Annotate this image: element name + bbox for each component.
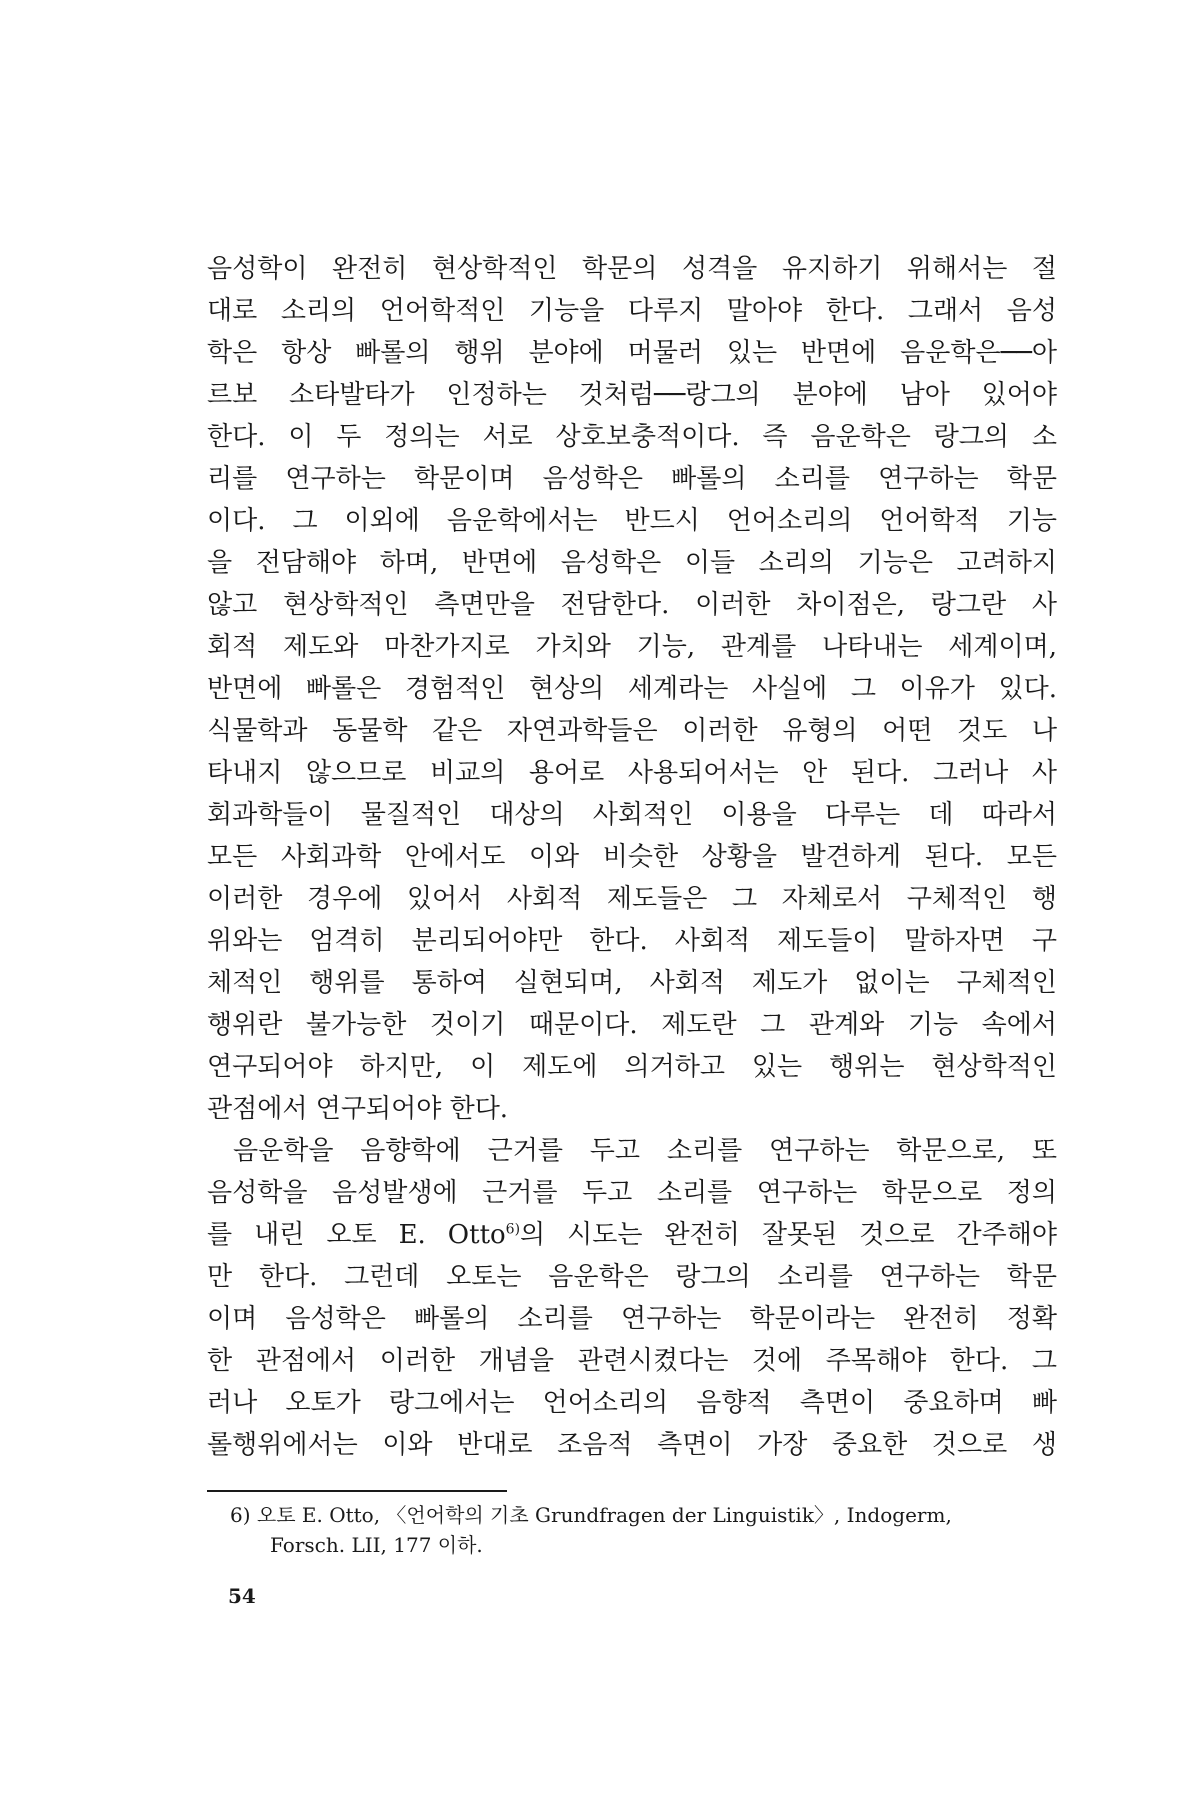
text-line: 한다. 이 두 정의는 서로 상호보충적이다. 즉 음운학은 랑그의 소 [207,422,1057,452]
footnote-line: 6) 오토 E. Otto, 〈언어학의 기초 Grundfragen der Linguistik〉, Indogerm, [230,1503,952,1527]
text-line: 롤행위에서는 이와 반대로 조음적 측면이 가장 중요한 것으로 생 [207,1430,1057,1460]
footnote-reference: 6) [505,1221,521,1238]
text-line: 대로 소리의 언어학적인 기능을 다루지 말아야 한다. 그래서 음성 [207,296,1057,326]
text-line: 이러한 경우에 있어서 사회적 제도들은 그 자체로서 구체적인 행 [207,884,1057,914]
page-number: 54 [228,1584,256,1608]
text-line: 학은 항상 빠롤의 행위 분야에 머물러 있는 반면에 음운학은──아 [207,338,1057,368]
text-segment: 의 시도는 완전히 잘못된 것으로 간주해야 [520,1220,1057,1250]
text-line: 이다. 그 이외에 음운학에서는 반드시 언어소리의 언어학적 기능 [207,506,1057,536]
text-line: 관점에서 연구되어야 한다. [207,1094,509,1124]
text-line: 만 한다. 그런데 오토는 음운학은 랑그의 소리를 연구하는 학문 [207,1262,1057,1292]
text-line: 식물학과 동물학 같은 자연과학들은 이러한 유형의 어떤 것도 나 [207,716,1057,746]
text-line: 회과학들이 물질적인 대상의 사회적인 이용을 다루는 데 따라서 [207,800,1057,830]
text-line: 연구되어야 하지만, 이 제도에 의거하고 있는 행위는 현상학적인 [207,1052,1057,1082]
text-line: 이며 음성학은 빠롤의 소리를 연구하는 학문이라는 완전히 정확 [207,1304,1057,1334]
text-line: 행위란 불가능한 것이기 때문이다. 제도란 그 관계와 기능 속에서 [207,1010,1057,1040]
footnote-divider [207,1490,507,1492]
body-text [207,248,1057,1466]
text-line: 러나 오토가 랑그에서는 언어소리의 음향적 측면이 중요하며 빠 [207,1388,1057,1418]
text-line: 타내지 않으므로 비교의 용어로 사용되어서는 안 된다. 그러나 사 [207,758,1057,788]
text-line: 한 관점에서 이러한 개념을 관련시켰다는 것에 주목해야 한다. 그 [207,1346,1057,1376]
text-line: 을 전담해야 하며, 반면에 음성학은 이들 소리의 기능은 고려하지 [207,548,1057,578]
text-line: 않고 현상학적인 측면만을 전담한다. 이러한 차이점은, 랑그란 사 [207,590,1057,620]
text-line-with-footnote-ref [207,1214,1057,1256]
text-segment: 를 내린 오토 E. Otto [207,1220,506,1250]
text-line: 위와는 엄격히 분리되어야만 한다. 사회적 제도들이 말하자면 구 [207,926,1057,956]
text-line: 체적인 행위를 통하여 실현되며, 사회적 제도가 없이는 구체적인 [207,968,1057,998]
footnotes [230,1500,1060,1560]
text-line: 리를 연구하는 학문이며 음성학은 빠롤의 소리를 연구하는 학문 [207,464,1057,494]
text-line: 모든 사회과학 안에서도 이와 비슷한 상황을 발견하게 된다. 모든 [207,842,1057,872]
text-line: 회적 제도와 마찬가지로 가치와 기능, 관계를 나타내는 세계이며, [207,632,1057,662]
text-line: 르보 소타발타가 인정하는 것처럼──랑그의 분야에 남아 있어야 [207,380,1057,410]
text-line: 음성학을 음성발생에 근거를 두고 소리를 연구하는 학문으로 정의 [207,1178,1057,1208]
text-line: 반면에 빠롤은 경험적인 현상의 세계라는 사실에 그 이유가 있다. [207,674,1057,704]
footnote-line: Forsch. LII, 177 이하. [270,1533,483,1557]
text-line: 음성학이 완전히 현상학적인 학문의 성격을 유지하기 위해서는 절 [207,254,1057,284]
text-line: 음운학을 음향학에 근거를 두고 소리를 연구하는 학문으로, 또 [233,1136,1057,1166]
